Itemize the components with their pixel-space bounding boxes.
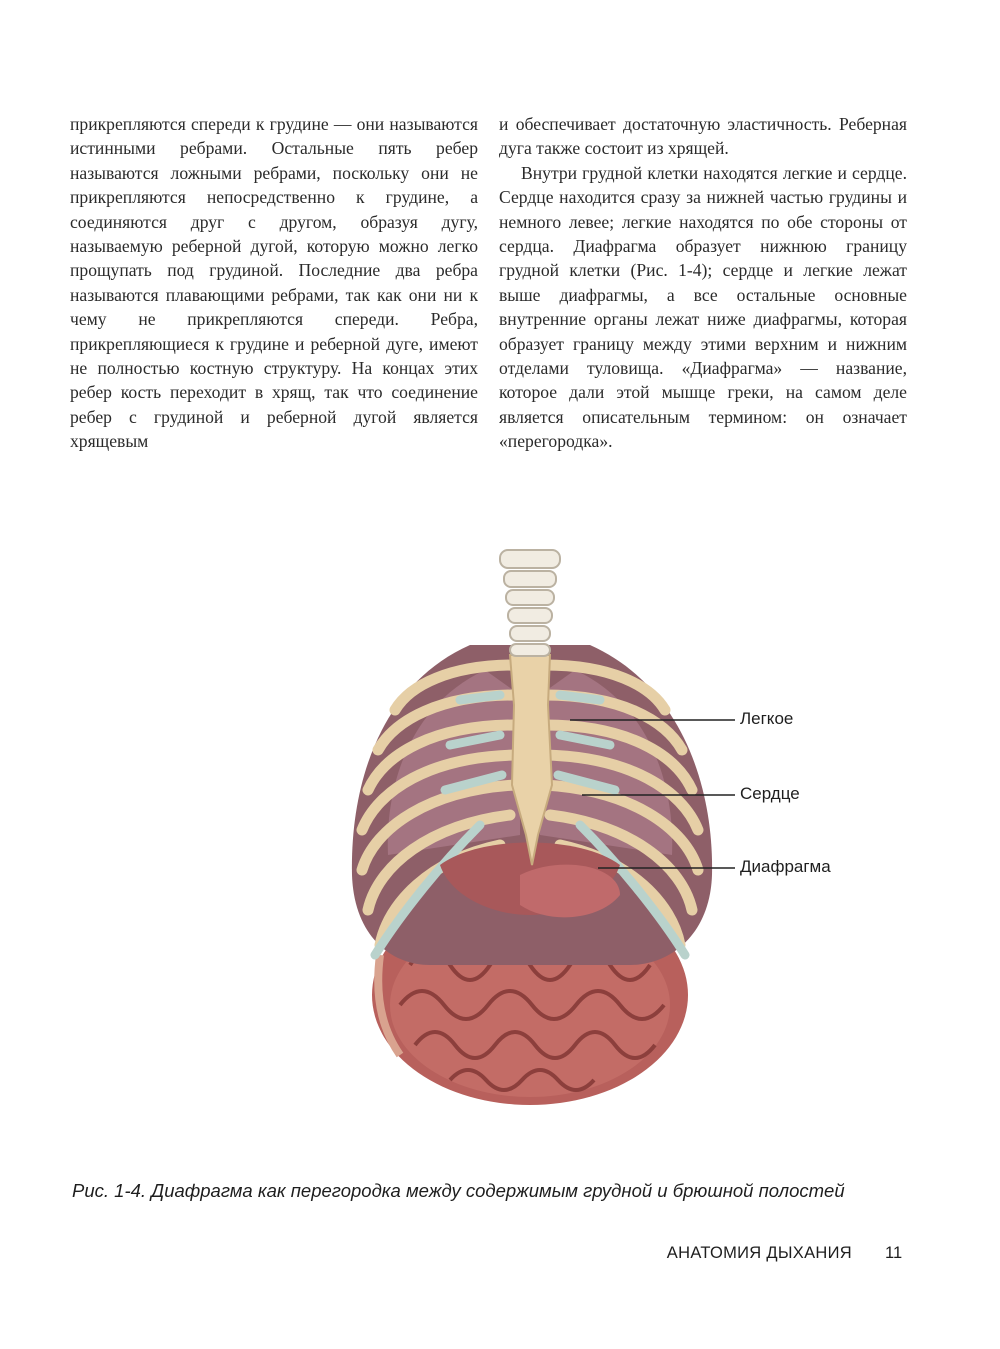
page-number: 11	[885, 1244, 903, 1262]
paragraph: и обеспечивает достаточную эластичность. Реберная дуга также состоит из хрящей.	[499, 114, 907, 159]
anatomy-illustration	[320, 535, 860, 1115]
paragraph: прикрепляются спереди к грудине — они называются истинными ребрами. Остальные пять ребер называются ложными ребрами, поскольку они не прикрепляются непосредственно к грудине, а соединяются друг с другом, образуя дугу, называемую реберной дугой, которую можно легко прощупать под грудиной. Последние два ребра называются плавающими ребрами, так как они ни к чему не прикрепляются спереди. Ребра, прикрепляющиеся к грудине и реберной дуге, имеют не полностью костную структуру. На концах этих ребер кость переходит в хрящ, так что соединение ребер с грудиной и реберной дугой является хрящевым	[70, 114, 478, 452]
running-footer-title: АНАТОМИЯ ДЫХАНИЯ	[666, 1244, 852, 1262]
figure-caption: Рис. 1-4. Диафрагма как перегородка между содержимым грудной и брюшной полостей	[72, 1180, 845, 1201]
text-column-right	[499, 112, 907, 454]
spine-illustration	[500, 550, 560, 656]
label-diaphragm: Диафрагма	[740, 857, 831, 876]
label-heart: Сердце	[740, 784, 800, 803]
label-lung: Легкое	[740, 709, 794, 728]
text-column-left	[70, 112, 478, 454]
paragraph: Внутри грудной клетки находятся легкие и сердце. Сердце находится сразу за нижней частью грудины и немного левее; легкие находятся по обе стороны от сердца. Диафрагма образует нижнюю границу грудной клетки (Рис. 1-4); сердце и легкие лежат выше диафрагмы, а все остальные основные внутренние органы лежат ниже диафрагмы, которая образует границу между этими верхним и нижним отделами туловища. «Диафрагма» — название, которое дали этой мышце греки, на самом деле является описательным термином: он означает «перегородка».	[499, 162, 907, 452]
